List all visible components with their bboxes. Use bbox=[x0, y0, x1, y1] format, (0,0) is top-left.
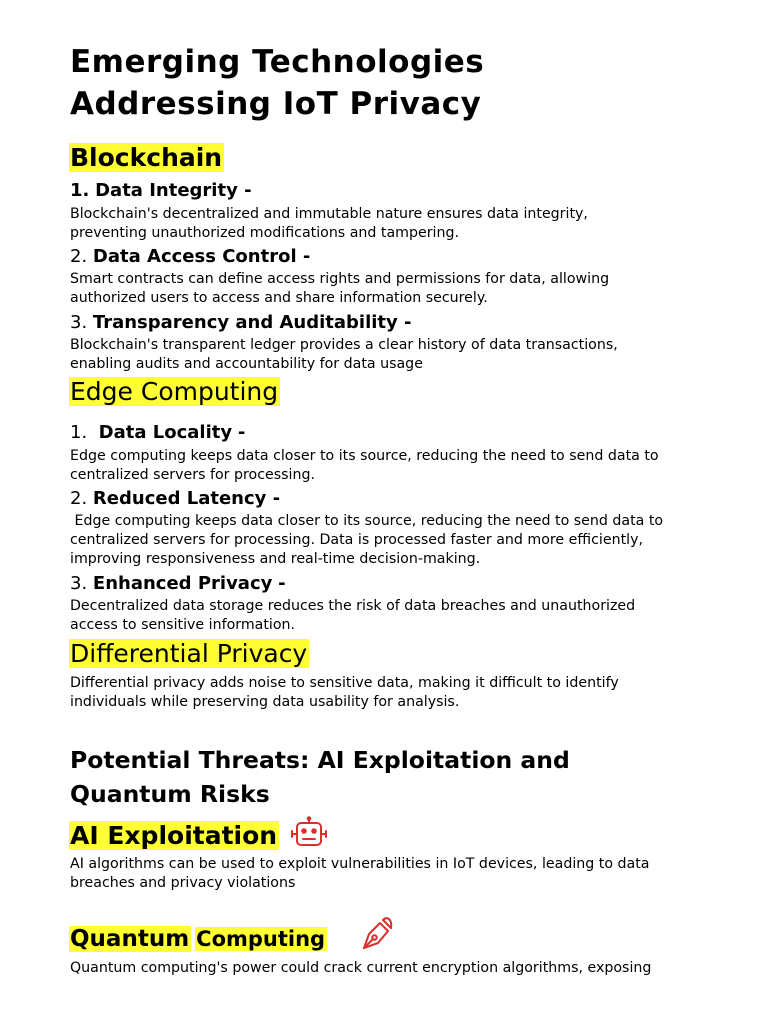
edge-item-3-desc-line-2: access to sensitive information. bbox=[70, 617, 296, 633]
blockchain-item-3-desc-line-2: enabling audits and accountability for data usage bbox=[70, 356, 423, 372]
ai-desc-line-1: AI algorithms can be used to exploit vulnerabilities in IoT devices, leading to data bbox=[70, 856, 650, 872]
blockchain-item-1-desc-line-1: Blockchain's decentralized and immutable nature ensures data integrity, bbox=[70, 206, 588, 222]
section-heading-edge-computing: Edge Computing bbox=[70, 377, 279, 406]
section-heading-quantum-computing: Quantum Computing bbox=[70, 926, 326, 952]
edge-item-2-desc-line-1: Edge computing keeps data closer to its source, reducing the need to send data to bbox=[70, 513, 664, 529]
blockchain-item-3-desc-line-1: Blockchain's transparent ledger provides a clear history of data transactions, bbox=[70, 337, 618, 353]
quantum-desc-line-1: Quantum computing's power could crack current encryption algorithms, exposing bbox=[70, 960, 652, 976]
blockchain-item-3-title: 3. Transparency and Auditability - bbox=[70, 312, 412, 333]
differential-desc-line-1: Differential privacy adds noise to sensitive data, making it difficult to identify bbox=[70, 675, 619, 691]
edge-item-2-title: 2. Reduced Latency - bbox=[70, 488, 281, 509]
ai-desc-line-2: breaches and privacy violations bbox=[70, 875, 296, 891]
blockchain-item-1-title: 1. Data Integrity - bbox=[70, 180, 252, 201]
blockchain-item-2-desc-line-2: authorized users to access and share information securely. bbox=[70, 290, 488, 306]
threats-heading-line-1: Potential Threats: AI Exploitation and bbox=[70, 746, 570, 774]
blockchain-item-2-title: 2. Data Access Control - bbox=[70, 246, 311, 267]
edge-item-1-desc-line-1: Edge computing keeps data closer to its source, reducing the need to send data to bbox=[70, 448, 659, 464]
edge-item-3-title: 3. Enhanced Privacy - bbox=[70, 573, 286, 594]
edge-item-2-desc-line-3: improving responsiveness and real-time decision-making. bbox=[70, 551, 481, 567]
threats-heading-line-2: Quantum Risks bbox=[70, 780, 270, 808]
edge-item-3-desc-line-1: Decentralized data storage reduces the risk of data breaches and unauthorized bbox=[70, 598, 636, 614]
pen-nib-icon bbox=[356, 915, 396, 957]
section-heading-differential-privacy: Differential Privacy bbox=[70, 639, 308, 668]
section-heading-blockchain: Blockchain bbox=[70, 143, 223, 172]
robot-icon bbox=[289, 816, 329, 852]
section-heading-ai-exploitation: AI Exploitation bbox=[70, 821, 278, 850]
differential-desc-line-2: individuals while preserving data usability for analysis. bbox=[70, 694, 460, 710]
edge-item-1-title: 1. Data Locality - bbox=[70, 422, 246, 443]
page-title-line-2: Addressing IoT Privacy bbox=[70, 86, 482, 122]
edge-item-2-desc-line-2: centralized servers for processing. Data is processed faster and more efficiently, bbox=[70, 532, 643, 548]
edge-item-1-desc-line-2: centralized servers for processing. bbox=[70, 467, 315, 483]
page-title-line-1: Emerging Technologies bbox=[70, 44, 485, 80]
blockchain-item-1-desc-line-2: preventing unauthorized modifications and tampering. bbox=[70, 225, 460, 241]
blockchain-item-2-desc-line-1: Smart contracts can define access rights and permissions for data, allowing bbox=[70, 271, 610, 287]
